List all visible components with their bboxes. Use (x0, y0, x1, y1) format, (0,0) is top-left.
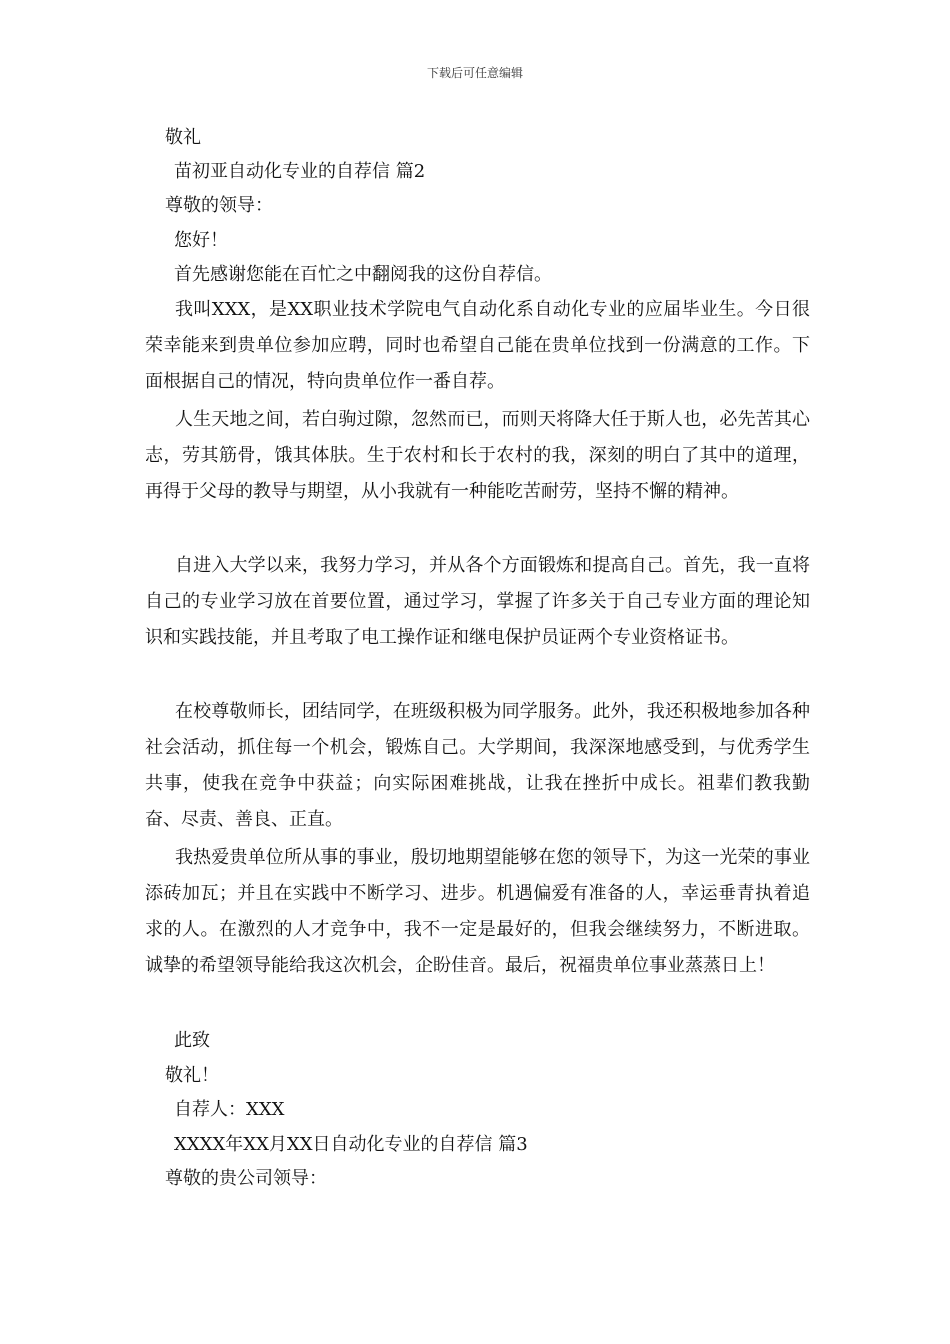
closing-jingli-2: 敬礼！ (165, 1065, 219, 1086)
signer: 自荐人：XXX (174, 1099, 285, 1120)
paragraph-aspiration: 我热爱贵单位所从事的事业，殷切地期望能够在您的领导下，为这一光荣的事业添砖加瓦；并且在实践中不断学习、进步。机遇偏爱有准备的人，幸运垂青执着追求的人。在激烈的人才竞争中，我不一定是最好的，但我会继续努力，不断进取。诚挚的希望领导能给我这次机会，企盼佳音。最后，祝福贵单位事业蒸蒸日上！ (145, 847, 810, 976)
paragraph-background: 人生天地之间，若白驹过隙，忽然而已，而则天将降大任于斯人也，必先苦其心志，劳其筋骨，饿其体肤。生于农村和长于农村的我，深刻的明白了其中的道理，再得于父母的教导与期望，从小我就有一种能吃苦耐劳，坚持不懈的精神。 (145, 409, 810, 502)
closing-cizhi: 此致 (174, 1030, 210, 1051)
letter-title-2: 苗初亚自动化专业的自荐信 篇2 (174, 161, 426, 182)
thanks-line: 首先感谢您能在百忙之中翻阅我的这份自荐信。 (174, 264, 552, 285)
letter-title-3: XXXX年XX月XX日自动化专业的自荐信 篇3 (174, 1134, 528, 1155)
paragraph-study: 自进入大学以来，我努力学习，并从各个方面锻炼和提高自己。首先，我一直将自己的专业学习放在首要位置，通过学习，掌握了许多关于自己专业方面的理论知识和实践技能，并且考取了电工操作证和继电保护员证两个专业资格证书。 (145, 555, 810, 648)
closing-jingli: 敬礼 (165, 127, 201, 148)
page-header: 下载后可任意编辑 (426, 66, 523, 80)
salutation-3: 尊敬的贵公司领导： (165, 1168, 327, 1189)
paragraph-intro: 我叫XXX，是XX职业技术学院电气自动化系自动化专业的应届毕业生。今日很荣幸能来到贵单位参加应聘，同时也希望自己能在贵单位找到一份满意的工作。下面根据自己的情况，特向贵单位作一番自荐。 (145, 299, 810, 392)
paragraph-campus: 在校尊敬师长，团结同学，在班级积极为同学服务。此外，我还积极地参加各种社会活动，抓住每一个机会，锻炼自己。大学期间，我深深地感受到，与优秀学生共事，使我在竞争中获益；向实际困难挑战，让我在挫折中成长。祖辈们教我勤奋、尽责、善良、正直。 (145, 701, 810, 830)
greeting: 您好！ (174, 230, 228, 251)
salutation: 尊敬的领导： (165, 195, 273, 216)
